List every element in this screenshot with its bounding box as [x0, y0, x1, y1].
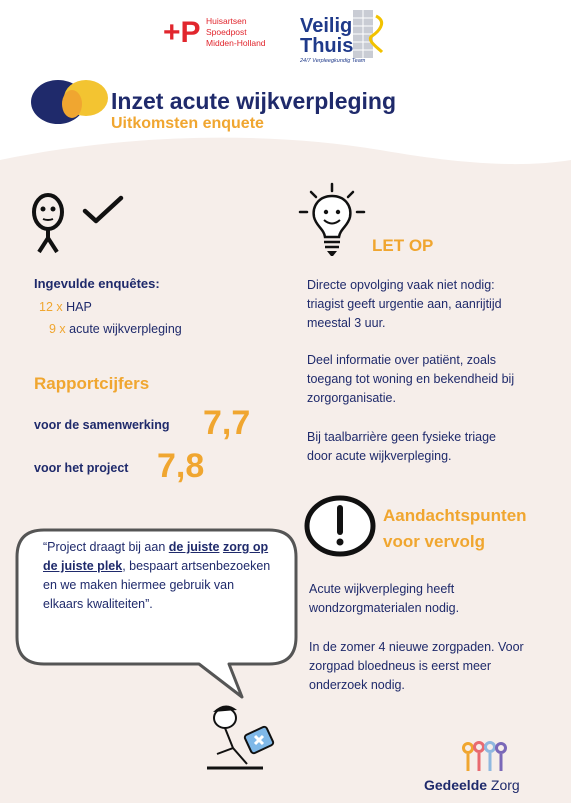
- gedeelde-zorg-logo-text: [424, 777, 520, 793]
- page-title: Inzet acute wijkverpleging: [111, 88, 397, 114]
- aandacht-p2: In de zomer 4 nieuwe zorgpaden. Voor zorgpad bloedneus is eerst meer onderzoek nodig.: [309, 640, 524, 692]
- page-subtitle: Uitkomsten enquete: [111, 115, 264, 132]
- vt-line2: Thuis: [300, 35, 354, 57]
- surveys-hap-row: [39, 298, 92, 317]
- quote-part1: “Project draagt bij aan: [43, 540, 169, 554]
- scores-heading: Rapportcijfers: [34, 374, 150, 393]
- checkmark-icon: [82, 195, 124, 225]
- header-wave: [0, 130, 571, 190]
- quote-text: [43, 538, 273, 614]
- quote-underline1: de juiste: [168, 540, 220, 554]
- hap-logo-text: [206, 16, 266, 49]
- awv-label: acute wijkverpleging: [69, 322, 182, 336]
- aandacht-heading-line2: voor vervolg: [383, 532, 486, 551]
- awv-count: 9 x: [49, 322, 66, 336]
- score-collab-value: 7,7: [203, 404, 251, 442]
- gz-part1: Gedeelde: [424, 777, 488, 793]
- let-op-p1: Directe opvolging vaak niet nodig: triagist geeft urgentie aan, aanrijtijd meestal 3 uur.: [307, 278, 502, 330]
- vt-line1: Veilig: [300, 15, 353, 37]
- hap-logo-line2: Spoedpost: [206, 27, 247, 37]
- aandacht-p1: Acute wijkverpleging heeft wondzorgmaterialen nodig.: [309, 582, 460, 615]
- let-op-p2: Deel informatie over patiënt, zoals toegang tot woning en bekendheid bij zorgorganisatie.: [307, 353, 515, 405]
- gz-part2: Zorg: [487, 777, 520, 793]
- score-project-value: 7,8: [157, 447, 205, 485]
- quote-underline2: zorg op de juiste plek: [43, 540, 269, 573]
- people-group-icon: [461, 741, 507, 775]
- aandacht-heading: [383, 503, 527, 555]
- aandacht-heading-line1: Aandachtspunten: [383, 506, 527, 525]
- hap-logo-line3: Midden-Holland: [206, 38, 266, 48]
- lightbulb-icon: [292, 180, 372, 260]
- hap-label: HAP: [66, 300, 92, 314]
- title-blob-icon: [30, 74, 110, 129]
- running-nurse-icon: [203, 700, 283, 772]
- surveys-awv-row: [49, 320, 182, 339]
- hap-logo-line1: Huisartsen: [206, 16, 247, 26]
- score-collab-label: voor de samenwerking: [34, 418, 170, 432]
- score-project-label: voor het project: [34, 461, 129, 475]
- veilig-thuis-sub: 24/7 Verpleegkundig Team: [300, 58, 366, 64]
- let-op-heading: LET OP: [372, 236, 434, 255]
- veilig-thuis-logo: [298, 6, 390, 68]
- hap-logo: [163, 14, 293, 54]
- exclamation-icon: [303, 494, 377, 558]
- veilig-thuis-text: [300, 16, 353, 56]
- hap-count: 12 x: [39, 300, 63, 314]
- quote-part2: , bespaart artsenbezoeken en we maken hiermee gebruik van elkaars kwaliteiten”.: [43, 559, 271, 611]
- hap-logo-mark: +P: [163, 16, 201, 49]
- let-op-p3: Bij taalbarrière geen fysieke triage door acute wijkverpleging.: [307, 430, 496, 463]
- surveys-label: Ingevulde enquêtes:: [34, 276, 160, 291]
